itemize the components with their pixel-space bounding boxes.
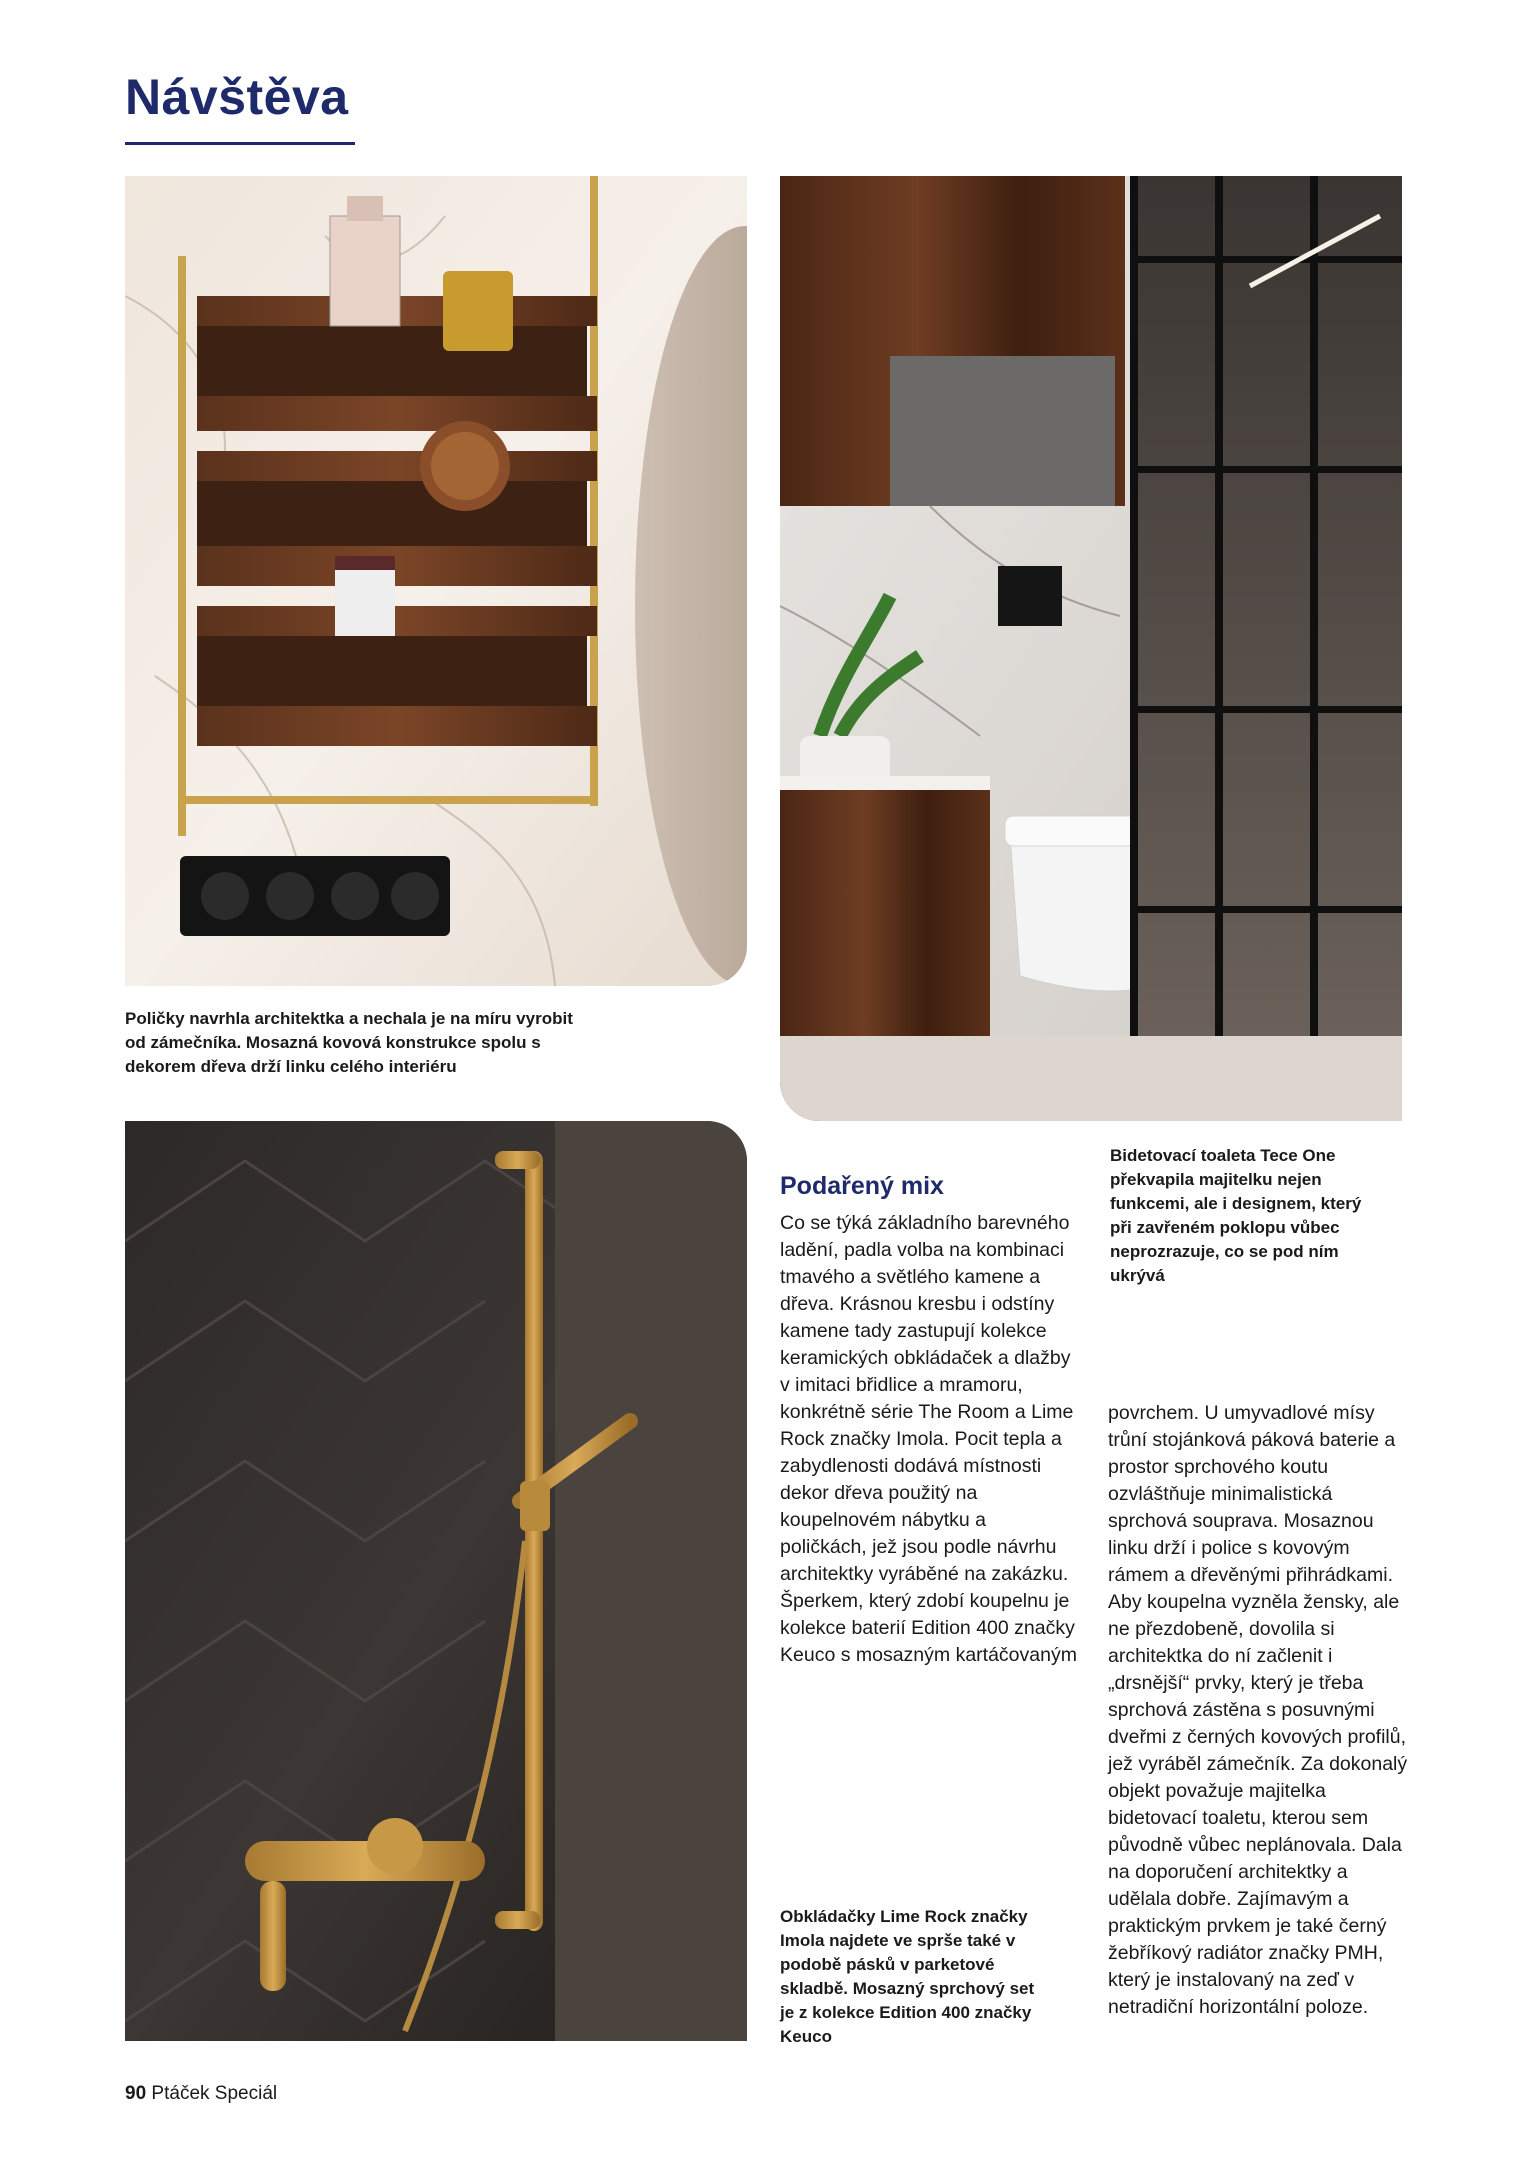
article-column-1: Co se týká základního barevného ladění, padla volba na kombinaci tmavého a světlého kamene a dřeva. Krásnou kresbu i odstíny kamene tady zastupují kolekce keramických obkládaček a dlažby v imitaci břidlice a mramoru, konkrétně série The Room a Lime Rock značky Imola. Pocit tepla a zabydlenosti dodává místnosti dekor dřeva použitý na koupelnovém nábytku a poličkách, jež jsou podle návrhu architektky vyráběné na zakázku. Šperkem, který zdobí koupelnu je kolekce baterií Edition 400 značky Keuco s mosazným kartáčovaným xyxy=(780,1212,1077,1666)
toilet-photo xyxy=(780,176,1402,1121)
caption-shelves: Poličky navrhla architektka a nechala je na míru vyrobit od zámečníka. Mosazná kovová konstrukce spolu s dekorem dřeva drží linku celého interiéru xyxy=(125,1009,573,1076)
page-footer xyxy=(125,2083,277,2105)
page-number: 90 xyxy=(125,2083,147,2104)
article-column-2: povrchem. U umyvadlové mísy trůní stojánková páková baterie a prostor sprchového koutu ozvláštňuje minimalistická sprchová souprava. Mosaznou linku drží i police s kovovým rámem a dřevěnými přihrádkami. Aby koupelna vyzněla žensky, ale ne přezdobeně, dovolila si architektka do ní začlenit i „drsnější“ prvky, který je třeba sprchová zástěna s posuvnými dveřmi z černých kovových profilů, jež vyráběl zámečník. Za dokonalý objekt považuje majitelka bidetovací toaletu, kterou sem původně vůbec neplánovala. Dala na doporučení architektky a udělala dobře. Zajímavým a praktickým prvkem je také černý žebříkový radiátor značky PMH, který je instalovaný na zeď v netradiční horizontální poloze. xyxy=(1108,1402,1408,2018)
article-subhead: Podařený mix xyxy=(780,1172,944,1200)
caption-shower: Obkládačky Lime Rock značky Imola najdete ve sprše také v podobě pásků v parketové skladbě. Mosazný sprchový set je z kolekce Edition 400 značky Keuco xyxy=(780,1907,1035,2046)
title-underline xyxy=(125,142,355,145)
caption-toilet: Bidetovací toaleta Tece One překvapila majitelku nejen funkcemi, ale i designem, který při zavřeném poklopu vůbec neprozrazuje, co se pod ním ukrývá xyxy=(1110,1146,1362,1285)
magazine-name: Ptáček Speciál xyxy=(151,2083,278,2104)
shelves-photo xyxy=(125,176,747,986)
section-title: Návštěva xyxy=(125,69,349,125)
shower-photo xyxy=(125,1121,747,2041)
